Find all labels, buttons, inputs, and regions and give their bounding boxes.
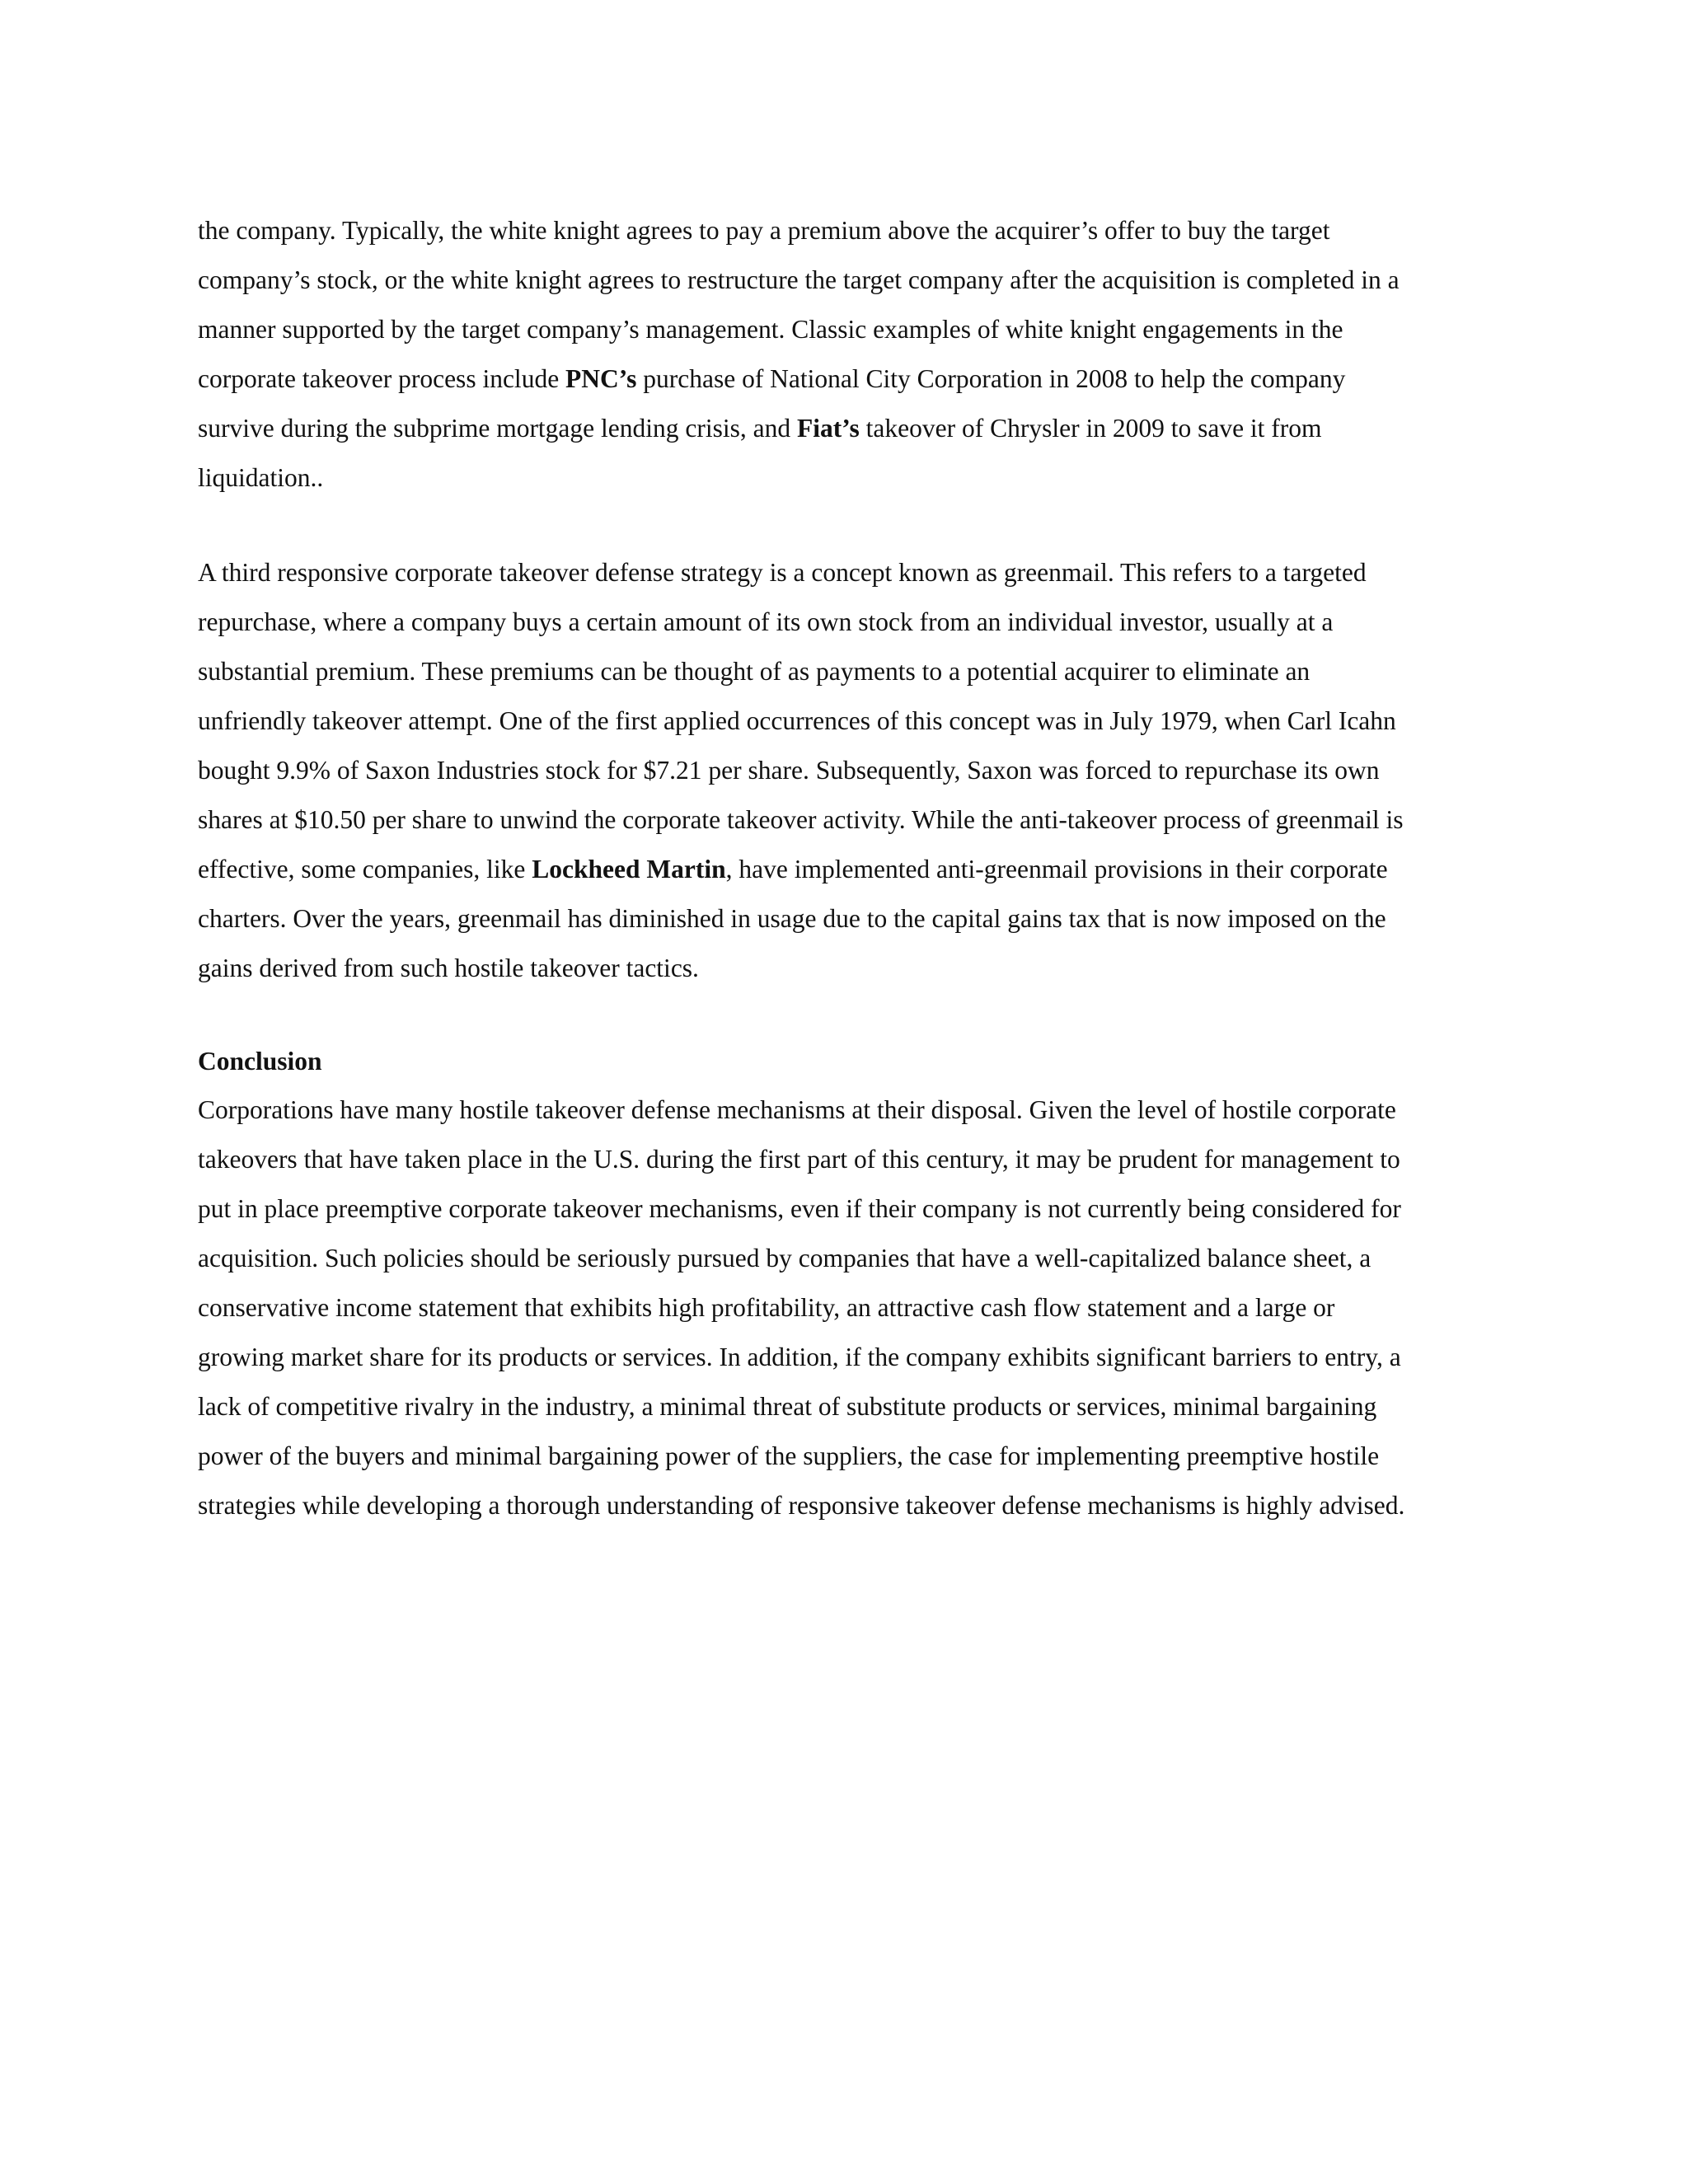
company-name-lockheed-martin: Lockheed Martin [532,855,726,883]
text-run: A third responsive corporate takeover defense strategy is a concept known as greenmail. This refers to a targeted [198,558,1367,587]
text-run: strategies while developing a thorough understanding of responsive takeover defense mechanisms is highly advised. [198,1491,1405,1520]
paragraph-line [198,952,699,985]
text-run: liquidation.. [198,463,324,492]
text-run: repurchase, where a company buys a certain amount of its own stock from an individual investor, usually at a [198,607,1334,636]
paragraph-line [198,804,1403,837]
paragraph-line [198,313,1343,346]
text-run: growing market share for its products or services. In addition, if the company exhibits significant barriers to entry, a [198,1343,1401,1371]
paragraph-line [198,1143,1400,1176]
section-heading: Conclusion [198,1047,322,1076]
paragraph-line [198,1291,1334,1324]
paragraph-line [198,1242,1371,1275]
company-name-fiat: Fiat’s [796,414,860,443]
text-run: the company. Typically, the white knight agrees to pay a premium above the acquirer’s offer to buy the target [198,216,1330,245]
text-run: charters. Over the years, greenmail has diminished in usage due to the capital gains tax that is now imposed on the [198,904,1386,933]
text-run: shares at $10.50 per share to unwind the corporate takeover activity. While the anti-takeover process of greenmail is [198,805,1404,834]
paragraph-line [198,606,1333,639]
text-run: takeover of Chrysler in 2009 to save it from [859,414,1322,443]
paragraph-line [198,556,1367,589]
paragraph-line [198,412,1322,445]
text-run: put in place preemptive corporate takeover mechanisms, even if their company is not currently being considered for [198,1194,1401,1223]
paragraph-line [198,1094,1396,1127]
company-name-pnc: PNC’s [565,364,637,393]
paragraph-line [198,462,323,494]
paragraph-line [198,1341,1401,1374]
text-run: effective, some companies, like [198,855,532,883]
paragraph-line [198,655,1310,688]
text-run: , have implemented anti-greenmail provisions in their corporate [725,855,1388,883]
text-run: manner supported by the target company’s management. Classic examples of white knight engagements in the [198,315,1343,344]
paragraph-line [198,902,1386,935]
paragraph-line [198,1390,1376,1423]
paragraph-line [198,264,1400,297]
paragraph-line [198,1193,1401,1226]
text-run: substantial premium. These premiums can be thought of as payments to a potential acquirer to eliminate an [198,657,1311,686]
paragraph-line [198,1489,1404,1522]
text-run: company’s stock, or the white knight agrees to restructure the target company after the acquisition is completed in a [198,265,1400,294]
text-run: bought 9.9% of Saxon Industries stock for $7.21 per share. Subsequently, Saxon was forced to repurchase its own [198,756,1380,785]
text-run: purchase of National City Corporation in 2008 to help the company [636,364,1346,393]
text-run: lack of competitive rivalry in the industry, a minimal threat of substitute products or services, minimal bargaining [198,1392,1377,1421]
text-run: power of the buyers and minimal bargaining power of the suppliers, the case for implementing preemptive hostile [198,1441,1380,1470]
paragraph-line [198,1440,1379,1473]
text-run: acquisition. Such policies should be seriously pursued by companies that have a well-capitalized balance sheet, a [198,1244,1372,1272]
text-run: gains derived from such hostile takeover tactics. [198,954,699,982]
text-run: Corporations have many hostile takeover defense mechanisms at their disposal. Given the level of hostile corporate [198,1095,1396,1124]
paragraph-line [198,363,1345,396]
text-run: corporate takeover process include [198,364,566,393]
text-run: takeovers that have taken place in the U.S. during the first part of this century, it may be prudent for management to [198,1145,1400,1174]
paragraph-line [198,214,1329,247]
paragraph-line [198,705,1396,738]
text-run: unfriendly takeover attempt. One of the first applied occurrences of this concept was in July 1979, when Carl Icahn [198,706,1396,735]
text-run: conservative income statement that exhibits high profitability, an attractive cash flow statement and a large or [198,1293,1335,1322]
paragraph-line [198,853,1388,886]
paragraph-line [198,754,1380,787]
text-run: survive during the subprime mortgage lending crisis, and [198,414,797,443]
